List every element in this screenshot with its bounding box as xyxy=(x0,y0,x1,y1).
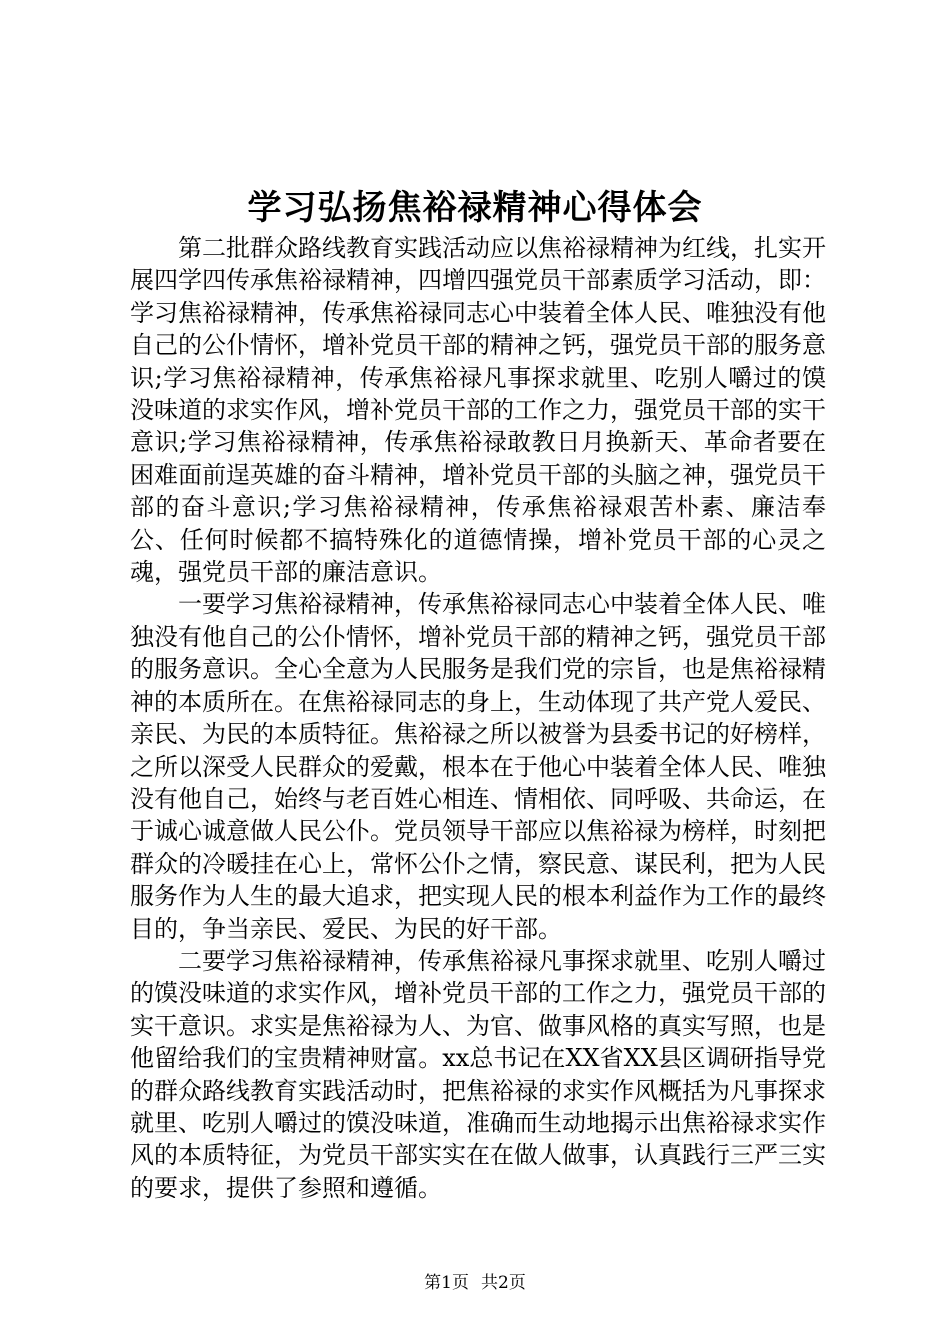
paragraph-1: 第二批群众路线教育实践活动应以焦裕禄精神为红线，扎实开展四学四传承焦裕禄精神，四增四强党员干部素质学习活动，即：学习焦裕禄精神，传承焦裕禄同志心中装着全体人民、唯独没有他自己的公仆情怀，增补党员干部的精神之钙，强党员干部的服务意识;学习焦裕禄精神，传承焦裕禄凡事探求就里、吃别人嚼过的馍没味道的求实作风，增补党员干部的工作之力，强党员干部的实干意识;学习焦裕禄精神，传承焦裕禄敢教日月换新天、革命者要在困难面前逞英雄的奋斗精神，增补党员干部的头脑之神，强党员干部的奋斗意识;学习焦裕禄精神，传承焦裕禄艰苦朴素、廉洁奉公、任何时候都不搞特殊化的道德情操，增补党员干部的心灵之魂，强党员干部的廉洁意识。 xyxy=(130,234,826,587)
page-number-total: 共2页 xyxy=(481,1273,526,1293)
page-footer xyxy=(0,1271,950,1295)
paragraph-2: 一要学习焦裕禄精神，传承焦裕禄同志心中装着全体人民、唯独没有他自己的公仆情怀，增补党员干部的精神之钙，强党员干部的服务意识。全心全意为人民服务是我们党的宗旨，也是焦裕禄精神的本质所在。在焦裕禄同志的身上，生动体现了共产党人爱民、亲民、为民的本质特征。焦裕禄之所以被誉为县委书记的好榜样，之所以深受人民群众的爱戴，根本在于他心中装着全体人民、唯独没有他自己，始终与老百姓心相连、情相依、同呼吸、共命运，在于诚心诚意做人民公仆。党员领导干部应以焦裕禄为榜样，时刻把群众的冷暖挂在心上，常怀公仆之情，察民意、谋民利，把为人民服务作为人生的最大追求，把实现人民的根本利益作为工作的最终目的，争当亲民、爱民、为民的好干部。 xyxy=(130,590,826,943)
page-number-current: 第1页 xyxy=(424,1273,469,1293)
document-body xyxy=(130,232,826,1204)
paragraph-3: 二要学习焦裕禄精神，传承焦裕禄凡事探求就里、吃别人嚼过的馍没味道的求实作风，增补党员干部的工作之力，强党员干部的实干意识。求实是焦裕禄为人、为官、做事风格的真实写照，也是他留给我们的宝贵精神财富。xx总书记在XX省XX县区调研指导党的群众路线教育实践活动时，把焦裕禄的求实作风概括为凡事探求就里、吃别人嚼过的馍没味道，准确而生动地揭示出焦裕禄求实作风的本质特征，为党员干部实实在在做人做事，认真践行三严三实的要求，提供了参照和遵循。 xyxy=(130,946,826,1202)
document-title: 学习弘扬焦裕禄精神心得体会 xyxy=(247,188,703,228)
